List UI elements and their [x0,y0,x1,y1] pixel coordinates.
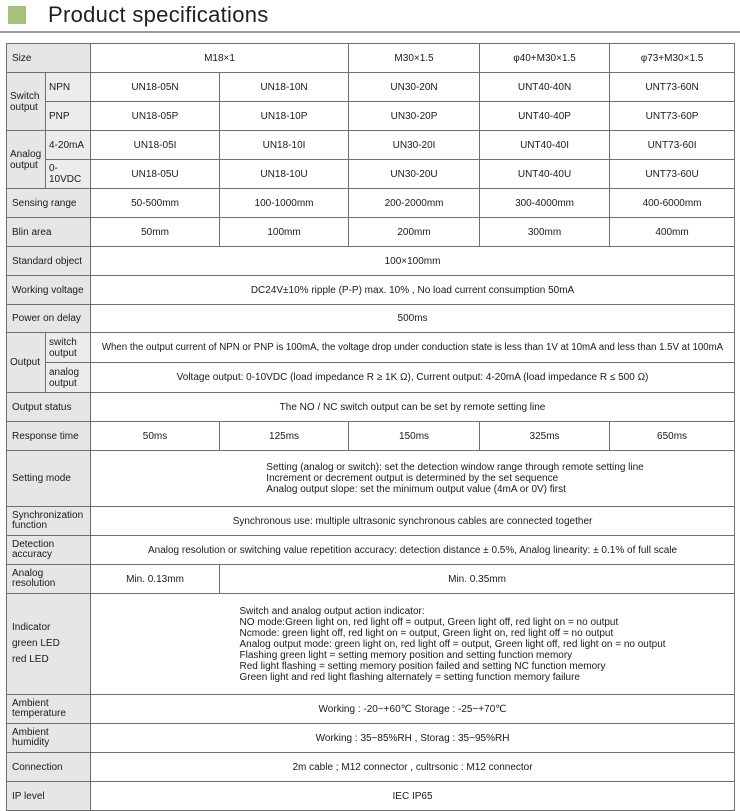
row-output-switch [7,333,735,363]
label-npn: NPN [46,73,91,102]
row-size [7,44,735,73]
row-blin-area [7,218,735,247]
label-power-on-delay: Power on delay [7,305,91,333]
cell-synchronization: Synchronous use: multiple ultrasonic synchronous cables are connected together [91,507,735,536]
indicator-line-1: Switch and analog output action indicator: [239,605,425,617]
spec-table [6,43,735,811]
setting-mode-line-3: Analog output slope: set the minimum output value (4mA or 0V) first [266,484,566,495]
cell-range-5: 400-6000mm [610,189,735,218]
cell-npn-2: UN18-10N [220,73,349,102]
cell-size-phi40: φ40+M30×1.5 [480,44,610,73]
page-header [0,0,740,34]
header-marker [8,6,26,24]
cell-response-3: 150ms [349,422,480,451]
label-4-20ma: 4-20mA [46,131,91,160]
cell-ambient-humidity: Working : 35~85%RH , Storag : 35~95%RH [91,724,735,753]
cell-detection-accuracy: Analog resolution or switching value repetition accuracy: detection distance ± 0.5%, Analog linearity: ± 0.1% of full scale [91,536,735,565]
cell-indicator [91,594,735,695]
label-switch-output-sub: switch output [46,333,91,363]
label-output: Output [7,333,46,393]
row-response-time [7,422,735,451]
cell-output-status: The NO / NC switch output can be set by remote setting line [91,393,735,422]
cell-range-1: 50-500mm [91,189,220,218]
label-connection: Connection [7,753,91,782]
setting-mode-line-2: Increment or decrement output is determined by the set sequence [266,473,559,484]
setting-mode-line-1: Setting (analog or switch): set the detection window range through remote setting line [266,462,644,473]
indicator-line-2: NO mode:Green light on, red light off = output, Green light off, red light on = no output [239,616,619,628]
cell-output-analog: Voltage output: 0-10VDC (load impedance R ≥ 1K Ω), Current output: 4-20mA (load impedance R ≤ 500 Ω) [91,363,735,393]
header-divider [0,31,740,33]
label-analog-output-sub: analog output [46,363,91,393]
cell-ma-2: UN18-10I [220,131,349,160]
cell-vdc-4: UNT40-40U [480,160,610,189]
row-npn [7,73,735,102]
row-pnp [7,102,735,131]
row-working-voltage [7,276,735,305]
cell-npn-5: UNT73-60N [610,73,735,102]
label-size: Size [7,44,91,73]
label-indicator: Indicator green LED red LED [7,594,91,695]
row-output-status [7,393,735,422]
indicator-line-3: Ncmode: green light off, red light on = output, Green light on, red light off = no output [239,627,614,639]
cell-size-m30: M30×1.5 [349,44,480,73]
label-working-voltage: Working voltage [7,276,91,305]
row-analog-resolution [7,565,735,594]
cell-blin-5: 400mm [610,218,735,247]
row-ambient-humidity [7,724,735,753]
cell-setting-mode [91,451,735,507]
cell-npn-4: UNT40-40N [480,73,610,102]
row-ip-level [7,782,735,811]
label-output-status: Output status [7,393,91,422]
cell-working-voltage: DC24V±10% ripple (P-P) max. 10% , No load current consumption 50mA [91,276,735,305]
row-connection [7,753,735,782]
cell-pnp-2: UN18-10P [220,102,349,131]
cell-pnp-3: UN30-20P [349,102,480,131]
cell-pnp-4: UNT40-40P [480,102,610,131]
label-switch-output: Switch output [7,73,46,131]
page-title: Product specifications [48,2,269,27]
row-output-analog [7,363,735,393]
cell-npn-1: UN18-05N [91,73,220,102]
label-blin-area: Blin area [7,218,91,247]
cell-size-phi73: φ73+M30×1.5 [610,44,735,73]
label-0-10vdc: 0-10VDC [46,160,91,189]
label-synchronization: Synchronization function [7,507,91,536]
cell-blin-3: 200mm [349,218,480,247]
indicator-line-4: Analog output mode: green light on, red light off = output, Green light off, red light on = no output [239,638,666,650]
cell-range-4: 300-4000mm [480,189,610,218]
label-analog-output: Analog output [7,131,46,189]
cell-power-on-delay: 500ms [91,305,735,333]
cell-response-1: 50ms [91,422,220,451]
cell-range-2: 100-1000mm [220,189,349,218]
indicator-line-6: Red light flashing = setting memory position failed and setting NC function memory [239,660,606,672]
cell-size-m18: M18×1 [91,44,349,73]
label-analog-resolution: Analog resolution [7,565,91,594]
indicator-line-5: Flashing green light = setting memory position and setting function memory [239,649,573,661]
cell-ma-5: UNT73-60I [610,131,735,160]
cell-response-5: 650ms [610,422,735,451]
cell-npn-3: UN30-20N [349,73,480,102]
cell-resolution-m18: Min. 0.13mm [91,565,220,594]
cell-resolution-other: Min. 0.35mm [220,565,735,594]
cell-output-switch: When the output current of NPN or PNP is 100mA, the voltage drop under conduction state is less than 1V at 10mA and less than 1.5V at 100mA [91,333,735,363]
cell-vdc-3: UN30-20U [349,160,480,189]
cell-ma-1: UN18-05I [91,131,220,160]
cell-vdc-5: UNT73-60U [610,160,735,189]
cell-vdc-1: UN18-05U [91,160,220,189]
cell-response-4: 325ms [480,422,610,451]
label-sensing-range: Sensing range [7,189,91,218]
cell-ambient-temperature: Working : -20~+60℃ Storage : -25~+70℃ [91,695,735,724]
label-setting-mode: Setting mode [7,451,91,507]
cell-ma-4: UNT40-40I [480,131,610,160]
cell-blin-1: 50mm [91,218,220,247]
row-standard-object [7,247,735,276]
row-ambient-temperature [7,695,735,724]
label-ambient-temperature: Ambient temperature [7,695,91,724]
cell-connection: 2m cable ; M12 connector , cultrsonic : M12 connector [91,753,735,782]
row-sensing-range [7,189,735,218]
row-0-10vdc [7,160,735,189]
cell-response-2: 125ms [220,422,349,451]
label-standard-object: Standard object [7,247,91,276]
indicator-line-7: Green light and red light flashing alternately = setting function memory failure [239,671,580,683]
cell-vdc-2: UN18-10U [220,160,349,189]
cell-pnp-1: UN18-05P [91,102,220,131]
row-detection-accuracy [7,536,735,565]
row-4-20ma [7,131,735,160]
row-synchronization [7,507,735,536]
label-ambient-humidity: Ambient humidity [7,724,91,753]
cell-range-3: 200-2000mm [349,189,480,218]
cell-standard-object: 100×100mm [91,247,735,276]
cell-pnp-5: UNT73-60P [610,102,735,131]
cell-ip-level: IEC IP65 [91,782,735,811]
label-ip-level: IP level [7,782,91,811]
cell-blin-2: 100mm [220,218,349,247]
label-pnp: PNP [46,102,91,131]
row-setting-mode [7,451,735,507]
label-detection-accuracy: Detection accuracy [7,536,91,565]
cell-blin-4: 300mm [480,218,610,247]
cell-ma-3: UN30-20I [349,131,480,160]
label-response-time: Response time [7,422,91,451]
row-power-on-delay [7,305,735,333]
row-indicator [7,594,735,695]
